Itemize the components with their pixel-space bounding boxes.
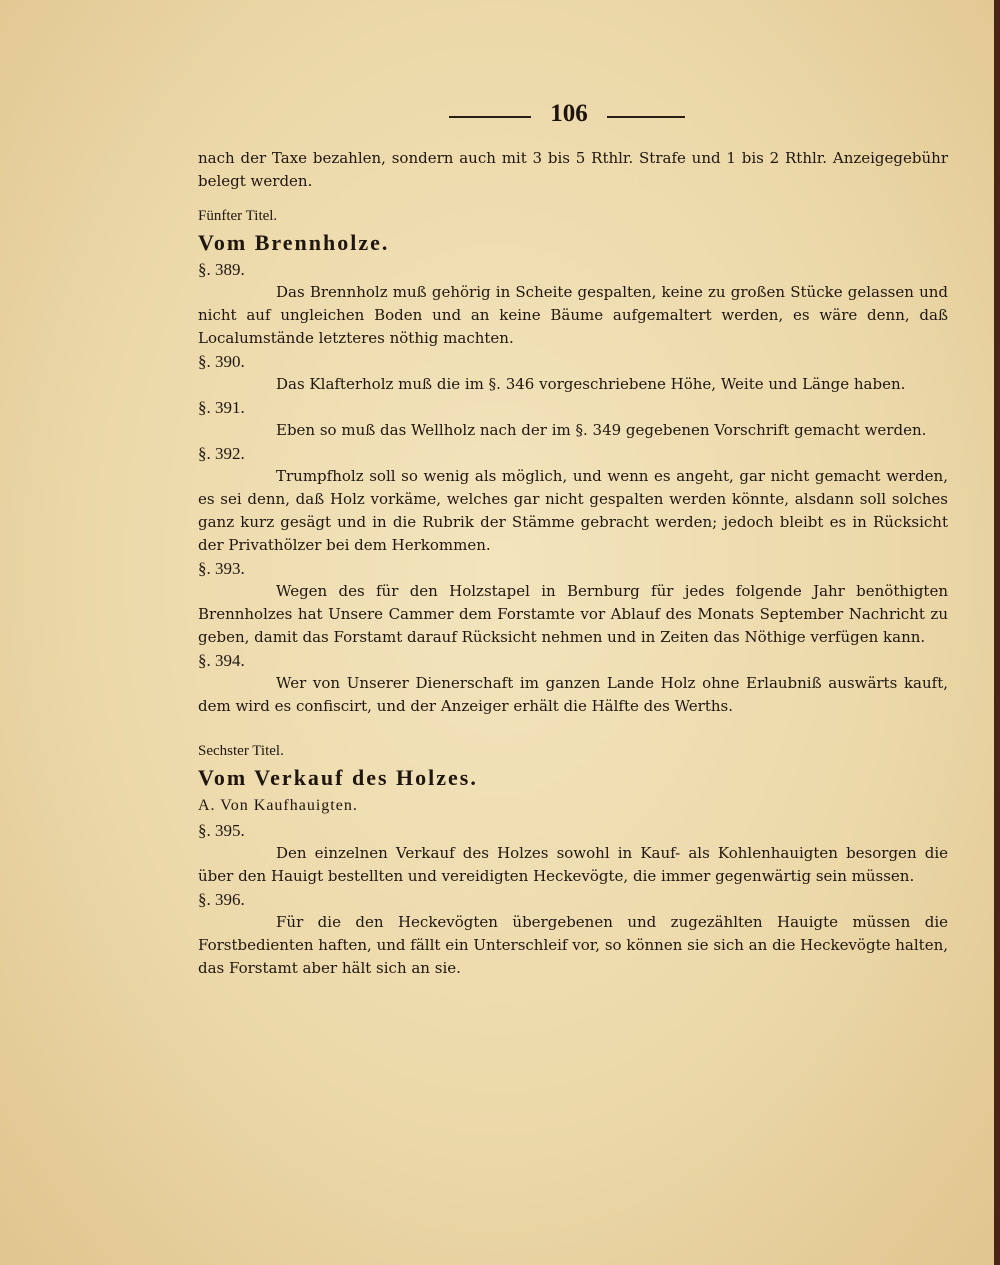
section-number: §. 389.: [198, 260, 245, 279]
title-heading: Vom Brennholze.: [198, 230, 390, 255]
section-number: §. 391.: [198, 398, 245, 417]
section-number: §. 392.: [198, 444, 245, 463]
section-number: §. 390.: [198, 352, 245, 371]
section-number: §. 396.: [198, 890, 245, 909]
header-rule-left: [449, 116, 531, 118]
section-paragraph: Eben so muß das Wellholz nach der im §. 349 gegebenen Vorschrift gemacht werden.: [276, 421, 927, 439]
header-rule-right: [607, 116, 685, 118]
section-paragraph: Wer von Unserer Dienerschaft im ganzen Lande Holz ohne Erlaubniß auswärts kauft, dem wird es confiscirt, und der Anzeiger erhält die Hälfte des Werths.: [198, 674, 948, 715]
page-number: 106: [550, 100, 588, 127]
section-paragraph: Das Klafterholz muß die im §. 346 vorgeschriebene Höhe, Weite und Länge haben.: [276, 375, 906, 393]
intro-paragraph: nach der Taxe bezahlen, sondern auch mit 3 bis 5 Rthlr. Strafe und 1 bis 2 Rthlr. Anzeigegebühr belegt werden.: [198, 149, 948, 190]
section-paragraph: Trumpfholz soll so wenig als möglich, und wenn es angeht, gar nicht gemacht werden, es sei denn, daß Holz vorkäme, welches gar nicht gespalten werden könnte, alsdann soll solches ganz kurz gesägt und in die Rubrik der Stämme gebracht werden; jedoch bleibt es in Rücksicht der Privathölzer bei dem Herkommen.: [198, 467, 948, 554]
section-paragraph: Wegen des für den Holzstapel in Bernburg für jedes folgende Jahr benöthigten Brennholzes hat Unsere Cammer dem Forstamte vor Ablauf des Monats September Nachricht zu geben, damit das Forstamt darauf Rücksicht nehmen und in Zeiten das Nöthige verfügen kann.: [198, 582, 948, 646]
subsection-heading: A. Von Kaufhauigten.: [198, 797, 358, 814]
section-number: §. 395.: [198, 821, 245, 840]
title-label: Fünfter Titel.: [198, 208, 278, 224]
title-label: Sechster Titel.: [198, 743, 284, 759]
page-text: [198, 147, 948, 980]
section-number: §. 393.: [198, 559, 245, 578]
section-number: §. 394.: [198, 651, 245, 670]
section-paragraph: Für die den Heckevögten übergebenen und zugezählten Hauigte müssen die Forstbedienten haften, und fällt ein Unterschleif vor, so können sie sich an die Heckevögte halten, das Forstamt aber hält sich an sie.: [198, 913, 948, 977]
title-heading: Vom Verkauf des Holzes.: [198, 765, 478, 790]
section-paragraph: Den einzelnen Verkauf des Holzes sowohl in Kauf- als Kohlenhauigten besorgen die über den Hauigt bestellten und vereidigten Heckevögte, die immer gegenwärtig sein müssen.: [198, 844, 948, 885]
page-header: [0, 100, 1000, 132]
section-paragraph: Das Brennholz muß gehörig in Scheite gespalten, keine zu großen Stücke gelassen und nicht auf ungleichen Boden und an keine Bäume aufgemaltert werden, es wäre denn, daß Localumstände letzteres nöthig machten.: [198, 283, 948, 347]
